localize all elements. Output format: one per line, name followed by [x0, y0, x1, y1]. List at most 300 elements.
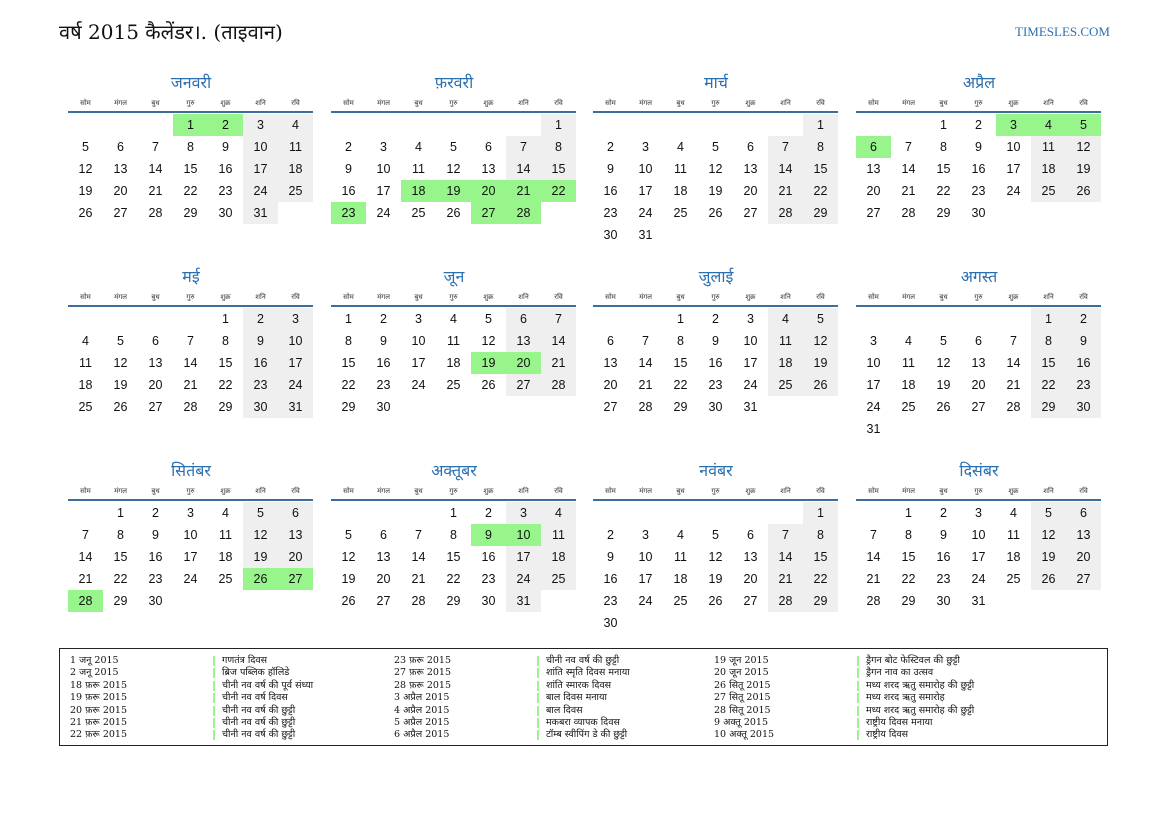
- day-cell[interactable]: 7: [152, 140, 159, 154]
- day-cell[interactable]: 29: [936, 206, 951, 220]
- day-cell[interactable]: 21: [768, 568, 803, 590]
- day-cell[interactable]: 21: [638, 378, 653, 392]
- day-cell[interactable]: 22: [341, 378, 356, 392]
- day-cell[interactable]: 29: [341, 400, 356, 414]
- day-cell[interactable]: 25: [901, 400, 916, 414]
- day-cell[interactable]: 18: [1006, 550, 1021, 564]
- day-cell[interactable]: 14: [768, 546, 803, 568]
- day-cell[interactable]: 12: [708, 550, 723, 564]
- day-cell[interactable]: 9: [152, 528, 159, 542]
- day-cell[interactable]: 18: [401, 180, 436, 202]
- day-cell[interactable]: 27: [506, 374, 541, 396]
- day-cell[interactable]: 8: [450, 528, 457, 542]
- day-cell[interactable]: 16: [148, 550, 163, 564]
- day-cell[interactable]: 26: [341, 594, 356, 608]
- day-cell[interactable]: 20: [743, 572, 758, 586]
- day-cell[interactable]: 20: [603, 378, 618, 392]
- day-cell[interactable]: 24: [376, 206, 391, 220]
- day-cell[interactable]: 12: [803, 330, 838, 352]
- day-cell[interactable]: 9: [712, 334, 719, 348]
- day-cell[interactable]: 24: [1006, 184, 1021, 198]
- day-cell[interactable]: 6: [117, 140, 124, 154]
- day-cell[interactable]: 2: [345, 140, 352, 154]
- day-cell[interactable]: 10: [506, 524, 541, 546]
- day-cell[interactable]: 26: [708, 206, 723, 220]
- day-cell[interactable]: 14: [148, 162, 163, 176]
- day-cell[interactable]: 16: [971, 162, 986, 176]
- day-cell[interactable]: 31: [866, 422, 881, 436]
- day-cell[interactable]: 10: [971, 528, 986, 542]
- day-cell[interactable]: 14: [506, 158, 541, 180]
- day-cell[interactable]: 23: [936, 572, 951, 586]
- day-cell[interactable]: 29: [183, 206, 198, 220]
- day-cell[interactable]: 11: [541, 524, 576, 546]
- day-cell[interactable]: 12: [708, 162, 723, 176]
- day-cell[interactable]: 16: [218, 162, 233, 176]
- day-cell[interactable]: 24: [243, 180, 278, 202]
- day-cell[interactable]: 21: [78, 572, 93, 586]
- day-cell[interactable]: 6: [506, 308, 541, 330]
- day-cell[interactable]: 14: [1006, 356, 1021, 370]
- day-cell[interactable]: 25: [1031, 180, 1066, 202]
- day-cell[interactable]: 14: [638, 356, 653, 370]
- day-cell[interactable]: 22: [1031, 374, 1066, 396]
- day-cell[interactable]: 9: [243, 330, 278, 352]
- day-cell[interactable]: 28: [148, 206, 163, 220]
- day-cell[interactable]: 15: [1031, 352, 1066, 374]
- day-cell[interactable]: 3: [380, 140, 387, 154]
- day-cell[interactable]: 18: [78, 378, 93, 392]
- day-cell[interactable]: 12: [78, 162, 93, 176]
- day-cell[interactable]: 15: [341, 356, 356, 370]
- day-cell[interactable]: 19: [436, 180, 471, 202]
- day-cell[interactable]: 1: [173, 114, 208, 136]
- day-cell[interactable]: 19: [113, 378, 128, 392]
- day-cell[interactable]: 14: [541, 330, 576, 352]
- day-cell[interactable]: 23: [603, 206, 618, 220]
- day-cell[interactable]: 28: [901, 206, 916, 220]
- day-cell[interactable]: 10: [376, 162, 391, 176]
- day-cell[interactable]: 21: [768, 180, 803, 202]
- day-cell[interactable]: 4: [415, 140, 422, 154]
- day-cell[interactable]: 30: [971, 206, 986, 220]
- day-cell[interactable]: 7: [415, 528, 422, 542]
- day-cell[interactable]: 20: [471, 180, 506, 202]
- day-cell[interactable]: 13: [866, 162, 881, 176]
- day-cell[interactable]: 16: [936, 550, 951, 564]
- day-cell[interactable]: 30: [708, 400, 723, 414]
- day-cell[interactable]: 12: [481, 334, 496, 348]
- day-cell[interactable]: 3: [870, 334, 877, 348]
- day-cell[interactable]: 14: [411, 550, 426, 564]
- day-cell[interactable]: 8: [345, 334, 352, 348]
- day-cell[interactable]: 30: [148, 594, 163, 608]
- day-cell[interactable]: 26: [113, 400, 128, 414]
- day-cell[interactable]: 6: [975, 334, 982, 348]
- day-cell[interactable]: 15: [218, 356, 233, 370]
- day-cell[interactable]: 7: [541, 308, 576, 330]
- day-cell[interactable]: 10: [743, 334, 758, 348]
- day-cell[interactable]: 8: [1031, 330, 1066, 352]
- day-cell[interactable]: 4: [677, 140, 684, 154]
- day-cell[interactable]: 29: [446, 594, 461, 608]
- day-cell[interactable]: 6: [1066, 502, 1101, 524]
- day-cell[interactable]: 10: [243, 136, 278, 158]
- day-cell[interactable]: 30: [603, 616, 618, 630]
- day-cell[interactable]: 11: [219, 528, 232, 542]
- day-cell[interactable]: 8: [222, 334, 229, 348]
- day-cell[interactable]: 2: [208, 114, 243, 136]
- day-cell[interactable]: 15: [183, 162, 198, 176]
- day-cell[interactable]: 4: [82, 334, 89, 348]
- day-cell[interactable]: 1: [450, 506, 457, 520]
- day-cell[interactable]: 24: [866, 400, 881, 414]
- day-cell[interactable]: 7: [905, 140, 912, 154]
- day-cell[interactable]: 10: [411, 334, 426, 348]
- day-cell[interactable]: 8: [117, 528, 124, 542]
- day-cell[interactable]: 4: [541, 502, 576, 524]
- day-cell[interactable]: 20: [743, 184, 758, 198]
- day-cell[interactable]: 3: [278, 308, 313, 330]
- day-cell[interactable]: 10: [638, 550, 653, 564]
- day-cell[interactable]: 21: [148, 184, 163, 198]
- day-cell[interactable]: 23: [603, 594, 618, 608]
- day-cell[interactable]: 13: [113, 162, 128, 176]
- day-cell[interactable]: 22: [113, 572, 128, 586]
- day-cell[interactable]: 10: [278, 330, 313, 352]
- day-cell[interactable]: 14: [183, 356, 198, 370]
- day-cell[interactable]: 3: [642, 528, 649, 542]
- day-cell[interactable]: 2: [975, 118, 982, 132]
- day-cell[interactable]: 25: [446, 378, 461, 392]
- day-cell[interactable]: 5: [485, 312, 492, 326]
- day-cell[interactable]: 2: [380, 312, 387, 326]
- day-cell[interactable]: 15: [113, 550, 128, 564]
- day-cell[interactable]: 8: [187, 140, 194, 154]
- day-cell[interactable]: 18: [541, 546, 576, 568]
- day-cell[interactable]: 19: [243, 546, 278, 568]
- day-cell[interactable]: 23: [971, 184, 986, 198]
- day-cell[interactable]: 21: [1006, 378, 1021, 392]
- day-cell[interactable]: 21: [541, 352, 576, 374]
- day-cell[interactable]: 1: [940, 118, 947, 132]
- day-cell[interactable]: 1: [803, 114, 838, 136]
- day-cell[interactable]: 1: [803, 502, 838, 524]
- day-cell[interactable]: 25: [78, 400, 93, 414]
- day-cell[interactable]: 20: [866, 184, 881, 198]
- day-cell[interactable]: 11: [447, 334, 460, 348]
- day-cell[interactable]: 3: [975, 506, 982, 520]
- day-cell[interactable]: 14: [78, 550, 93, 564]
- day-cell[interactable]: 2: [940, 506, 947, 520]
- day-cell[interactable]: 24: [638, 594, 653, 608]
- day-cell[interactable]: 26: [1031, 568, 1066, 590]
- day-cell[interactable]: 22: [183, 184, 198, 198]
- day-cell[interactable]: 6: [856, 136, 891, 158]
- day-cell[interactable]: 11: [768, 330, 803, 352]
- day-cell[interactable]: 21: [506, 180, 541, 202]
- day-cell[interactable]: 27: [1066, 568, 1101, 590]
- day-cell[interactable]: 9: [471, 524, 506, 546]
- day-cell[interactable]: 7: [870, 528, 877, 542]
- day-cell[interactable]: 22: [673, 378, 688, 392]
- day-cell[interactable]: 9: [975, 140, 982, 154]
- day-cell[interactable]: 11: [1007, 528, 1020, 542]
- day-cell[interactable]: 5: [450, 140, 457, 154]
- day-cell[interactable]: 22: [541, 180, 576, 202]
- day-cell[interactable]: 19: [1031, 546, 1066, 568]
- day-cell[interactable]: 22: [446, 572, 461, 586]
- day-cell[interactable]: 26: [936, 400, 951, 414]
- day-cell[interactable]: 17: [506, 546, 541, 568]
- day-cell[interactable]: 24: [743, 378, 758, 392]
- day-cell[interactable]: 14: [866, 550, 881, 564]
- day-cell[interactable]: 5: [117, 334, 124, 348]
- day-cell[interactable]: 6: [747, 528, 754, 542]
- day-cell[interactable]: 17: [243, 158, 278, 180]
- day-cell[interactable]: 24: [506, 568, 541, 590]
- day-cell[interactable]: 26: [481, 378, 496, 392]
- day-cell[interactable]: 17: [638, 572, 653, 586]
- day-cell[interactable]: 28: [506, 202, 541, 224]
- day-cell[interactable]: 29: [218, 400, 233, 414]
- day-cell[interactable]: 6: [607, 334, 614, 348]
- day-cell[interactable]: 10: [1006, 140, 1021, 154]
- day-cell[interactable]: 12: [1031, 524, 1066, 546]
- day-cell[interactable]: 27: [866, 206, 881, 220]
- day-cell[interactable]: 19: [708, 184, 723, 198]
- day-cell[interactable]: 27: [743, 206, 758, 220]
- day-cell[interactable]: 18: [1031, 158, 1066, 180]
- day-cell[interactable]: 24: [183, 572, 198, 586]
- day-cell[interactable]: 26: [243, 568, 278, 590]
- day-cell[interactable]: 30: [936, 594, 951, 608]
- day-cell[interactable]: 5: [803, 308, 838, 330]
- day-cell[interactable]: 20: [1066, 546, 1101, 568]
- day-cell[interactable]: 15: [803, 546, 838, 568]
- day-cell[interactable]: 7: [768, 136, 803, 158]
- day-cell[interactable]: 8: [803, 524, 838, 546]
- day-cell[interactable]: 28: [638, 400, 653, 414]
- day-cell[interactable]: 29: [803, 590, 838, 612]
- day-cell[interactable]: 8: [677, 334, 684, 348]
- day-cell[interactable]: 3: [415, 312, 422, 326]
- day-cell[interactable]: 16: [243, 352, 278, 374]
- day-cell[interactable]: 8: [905, 528, 912, 542]
- day-cell[interactable]: 9: [607, 550, 614, 564]
- day-cell[interactable]: 2: [607, 140, 614, 154]
- day-cell[interactable]: 23: [708, 378, 723, 392]
- day-cell[interactable]: 1: [345, 312, 352, 326]
- day-cell[interactable]: 24: [411, 378, 426, 392]
- day-cell[interactable]: 25: [411, 206, 426, 220]
- day-cell[interactable]: 9: [345, 162, 352, 176]
- day-cell[interactable]: 21: [901, 184, 916, 198]
- day-cell[interactable]: 23: [1066, 374, 1101, 396]
- day-cell[interactable]: 4: [768, 308, 803, 330]
- day-cell[interactable]: 16: [481, 550, 496, 564]
- day-cell[interactable]: 5: [243, 502, 278, 524]
- day-cell[interactable]: 20: [376, 572, 391, 586]
- day-cell[interactable]: 12: [936, 356, 951, 370]
- day-cell[interactable]: 18: [673, 572, 688, 586]
- day-cell[interactable]: 5: [1066, 114, 1101, 136]
- day-cell[interactable]: 8: [803, 136, 838, 158]
- day-cell[interactable]: 19: [341, 572, 356, 586]
- day-cell[interactable]: 14: [768, 158, 803, 180]
- day-cell[interactable]: 26: [708, 594, 723, 608]
- day-cell[interactable]: 27: [471, 202, 506, 224]
- day-cell[interactable]: 15: [541, 158, 576, 180]
- day-cell[interactable]: 9: [222, 140, 229, 154]
- day-cell[interactable]: 4: [222, 506, 229, 520]
- day-cell[interactable]: 4: [450, 312, 457, 326]
- day-cell[interactable]: 28: [541, 374, 576, 396]
- day-cell[interactable]: 27: [971, 400, 986, 414]
- day-cell[interactable]: 9: [380, 334, 387, 348]
- day-cell[interactable]: 30: [603, 228, 618, 242]
- day-cell[interactable]: 15: [673, 356, 688, 370]
- day-cell[interactable]: 13: [376, 550, 391, 564]
- day-cell[interactable]: 6: [485, 140, 492, 154]
- day-cell[interactable]: 13: [1066, 524, 1101, 546]
- day-cell[interactable]: 24: [278, 374, 313, 396]
- day-cell[interactable]: 21: [183, 378, 198, 392]
- day-cell[interactable]: 6: [278, 502, 313, 524]
- day-cell[interactable]: 17: [183, 550, 198, 564]
- day-cell[interactable]: 27: [603, 400, 618, 414]
- day-cell[interactable]: 5: [712, 528, 719, 542]
- day-cell[interactable]: 31: [743, 400, 758, 414]
- day-cell[interactable]: 10: [183, 528, 198, 542]
- day-cell[interactable]: 15: [901, 550, 916, 564]
- day-cell[interactable]: 7: [1010, 334, 1017, 348]
- day-cell[interactable]: 17: [971, 550, 986, 564]
- site-link[interactable]: TIMESLES.COM: [1015, 24, 1110, 39]
- day-cell[interactable]: 12: [446, 162, 461, 176]
- day-cell[interactable]: 20: [971, 378, 986, 392]
- day-cell[interactable]: 18: [673, 184, 688, 198]
- day-cell[interactable]: 19: [708, 572, 723, 586]
- day-cell[interactable]: 17: [638, 184, 653, 198]
- day-cell[interactable]: 7: [768, 524, 803, 546]
- day-cell[interactable]: 11: [278, 136, 313, 158]
- day-cell[interactable]: 4: [1010, 506, 1017, 520]
- day-cell[interactable]: 19: [78, 184, 93, 198]
- day-cell[interactable]: 30: [218, 206, 233, 220]
- day-cell[interactable]: 3: [747, 312, 754, 326]
- day-cell[interactable]: 26: [78, 206, 93, 220]
- day-cell[interactable]: 1: [905, 506, 912, 520]
- day-cell[interactable]: 1: [541, 114, 576, 136]
- day-cell[interactable]: 1: [677, 312, 684, 326]
- day-cell[interactable]: 29: [901, 594, 916, 608]
- day-cell[interactable]: 25: [1006, 572, 1021, 586]
- day-cell[interactable]: 30: [376, 400, 391, 414]
- day-cell[interactable]: 25: [541, 568, 576, 590]
- day-cell[interactable]: 25: [768, 374, 803, 396]
- day-cell[interactable]: 6: [380, 528, 387, 542]
- day-cell[interactable]: 11: [412, 162, 425, 176]
- day-cell[interactable]: 28: [411, 594, 426, 608]
- day-cell[interactable]: 16: [603, 184, 618, 198]
- day-cell[interactable]: 13: [481, 162, 496, 176]
- day-cell[interactable]: 20: [148, 378, 163, 392]
- day-cell[interactable]: 17: [866, 378, 881, 392]
- day-cell[interactable]: 15: [803, 158, 838, 180]
- day-cell[interactable]: 16: [376, 356, 391, 370]
- day-cell[interactable]: 9: [940, 528, 947, 542]
- day-cell[interactable]: 18: [901, 378, 916, 392]
- day-cell[interactable]: 25: [673, 206, 688, 220]
- day-cell[interactable]: 16: [1066, 352, 1101, 374]
- day-cell[interactable]: 31: [278, 396, 313, 418]
- day-cell[interactable]: 4: [677, 528, 684, 542]
- day-cell[interactable]: 19: [936, 378, 951, 392]
- day-cell[interactable]: 13: [603, 356, 618, 370]
- day-cell[interactable]: 5: [940, 334, 947, 348]
- day-cell[interactable]: 28: [866, 594, 881, 608]
- day-cell[interactable]: 3: [642, 140, 649, 154]
- day-cell[interactable]: 21: [411, 572, 426, 586]
- day-cell[interactable]: 28: [768, 590, 803, 612]
- day-cell[interactable]: 19: [803, 352, 838, 374]
- day-cell[interactable]: 30: [481, 594, 496, 608]
- day-cell[interactable]: 24: [971, 572, 986, 586]
- day-cell[interactable]: 31: [243, 202, 278, 224]
- day-cell[interactable]: 18: [218, 550, 233, 564]
- day-cell[interactable]: 31: [638, 228, 653, 242]
- day-cell[interactable]: 11: [79, 356, 92, 370]
- day-cell[interactable]: 23: [243, 374, 278, 396]
- day-cell[interactable]: 14: [901, 162, 916, 176]
- day-cell[interactable]: 7: [642, 334, 649, 348]
- day-cell[interactable]: 11: [674, 162, 687, 176]
- day-cell[interactable]: 22: [803, 180, 838, 202]
- day-cell[interactable]: 3: [187, 506, 194, 520]
- day-cell[interactable]: 29: [673, 400, 688, 414]
- day-cell[interactable]: 2: [243, 308, 278, 330]
- day-cell[interactable]: 23: [376, 378, 391, 392]
- day-cell[interactable]: 10: [638, 162, 653, 176]
- day-cell[interactable]: 22: [901, 572, 916, 586]
- day-cell[interactable]: 18: [768, 352, 803, 374]
- day-cell[interactable]: 2: [485, 506, 492, 520]
- day-cell[interactable]: 5: [712, 140, 719, 154]
- day-cell[interactable]: 16: [708, 356, 723, 370]
- day-cell[interactable]: 13: [971, 356, 986, 370]
- day-cell[interactable]: 25: [218, 572, 233, 586]
- day-cell[interactable]: 26: [1066, 180, 1101, 202]
- day-cell[interactable]: 13: [148, 356, 163, 370]
- day-cell[interactable]: 7: [506, 136, 541, 158]
- day-cell[interactable]: 7: [187, 334, 194, 348]
- day-cell[interactable]: 24: [638, 206, 653, 220]
- day-cell[interactable]: 4: [1031, 114, 1066, 136]
- day-cell[interactable]: 30: [243, 396, 278, 418]
- day-cell[interactable]: 1: [222, 312, 229, 326]
- day-cell[interactable]: 5: [1031, 502, 1066, 524]
- day-cell[interactable]: 13: [506, 330, 541, 352]
- day-cell[interactable]: 2: [607, 528, 614, 542]
- day-cell[interactable]: 27: [148, 400, 163, 414]
- day-cell[interactable]: 19: [471, 352, 506, 374]
- day-cell[interactable]: 15: [936, 162, 951, 176]
- day-cell[interactable]: 18: [278, 158, 313, 180]
- day-cell[interactable]: 10: [866, 356, 881, 370]
- day-cell[interactable]: 17: [1006, 162, 1021, 176]
- day-cell[interactable]: 31: [506, 590, 541, 612]
